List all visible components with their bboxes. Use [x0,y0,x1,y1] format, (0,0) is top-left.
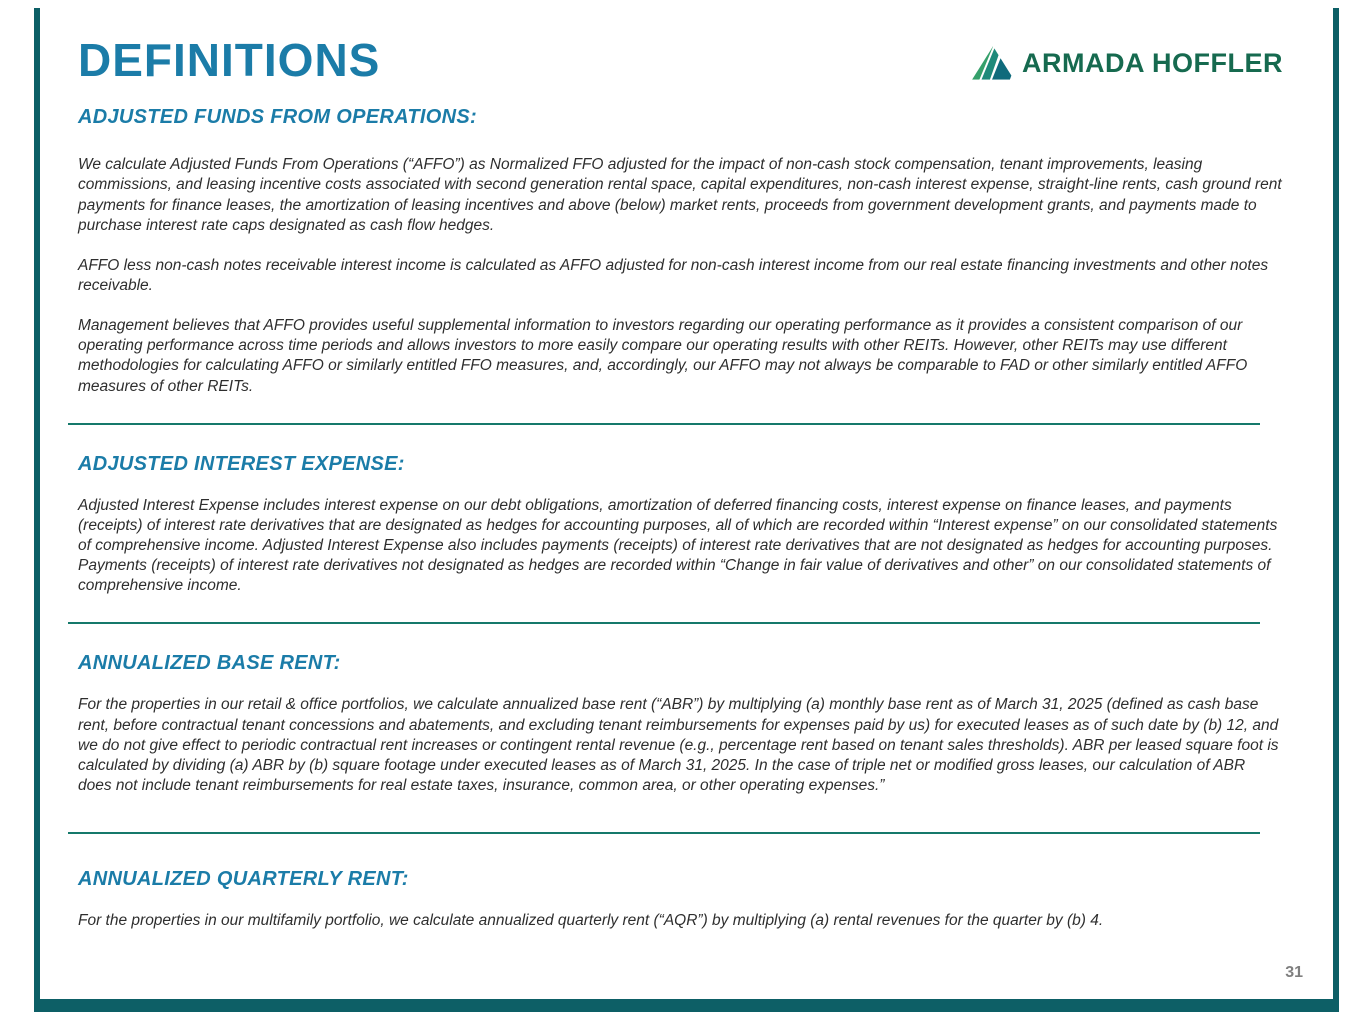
section-paragraph: Adjusted Interest Expense includes interest expense on our debt obligations, amortization of deferred financing costs, interest expense on finance leases, and payments (receipts) of interest rate derivatives that are designated as hedges for accounting purposes, all of which are recorded within “Interest expense” on our consolidated statements of comprehensive income. Adjusted Interest Expense also includes payments (receipts) of interest rate derivatives that are not designated as hedges for accounting purposes. Payments (receipts) of interest rate derivatives not designated as hedges are recorded within “Change in fair value of derivatives and other” on our consolidated statements of comprehensive income. [78,496,1278,595]
slide-content [78,36,1283,994]
page-title: DEFINITIONS [78,34,381,86]
section-adjusted-interest-expense [78,453,1283,597]
slide-header [78,36,1283,84]
section-paragraph: Management believes that AFFO provides useful supplemental information to investors regarding our operating performance as it provides a consistent comparison of our operating performance across time periods and allows investors to more easily compare our operating results with other REITs. However, other REITs may use different methodologies for calculating AFFO or similarly entitled FFO measures, and, accordingly, our AFFO may not always be comparable to FAD or other similarly entitled AFFO measures of other REITs. [78,317,1248,395]
armada-hoffler-logo [972,46,1283,80]
armada-hoffler-logo-icon [972,46,1014,80]
section-annualized-quarterly-rent [78,868,1283,931]
section-adjusted-funds-from-operations [78,106,1283,396]
section-heading: ANNUALIZED QUARTERLY RENT: [78,868,409,891]
section-divider [68,423,1260,425]
section-heading: ADJUSTED INTEREST EXPENSE: [78,452,405,475]
section-divider [68,622,1260,624]
section-heading: ANNUALIZED BASE RENT: [78,652,341,675]
section-paragraph: AFFO less non-cash notes receivable interest income is calculated as AFFO adjusted for non-cash interest income from our real estate financing investments and other notes receivable. [78,256,1269,294]
section-divider [68,832,1260,834]
section-paragraph: We calculate Adjusted Funds From Operations (“AFFO”) as Normalized FFO adjusted for the impact of non-cash stock compensation, tenant improvements, leasing commissions, and leasing incentive costs associated with second generation rental space, capital expenditures, non-cash interest expense, straight-line rents, cash ground rent payments for finance leases, the amortization of leasing incentives and above (below) market rents, proceeds from government development grants, and payments made to purchase interest rate caps designated as cash flow hedges. [78,156,1282,234]
section-annualized-base-rent [78,652,1283,796]
page-number: 31 [1285,964,1303,981]
section-paragraph: For the properties in our retail & office portfolios, we calculate annualized base rent (“ABR”) by multiplying (a) monthly base rent as of March 31, 2025 (defined as cash base rent, before contractual tenant concessions and abatements, and excluding tenant reimbursements for expenses paid by us) for executed leases as of such date by (b) 12, and we do not give effect to periodic contractual rent increases or contingent rental revenue (e.g., percentage rent based on tenant sales thresholds). ABR per leased square foot is calculated by dividing (a) ABR by (b) square footage under executed leases as of March 31, 2025. In the case of triple net or modified gross leases, our calculation of ABR does not include tenant reimbursements for real estate taxes, insurance, common area, or other operating expenses.” [78,696,1279,794]
section-paragraph: For the properties in our multifamily portfolio, we calculate annualized quarterly rent (“AQR”) by multiplying (a) rental revenues for the quarter by (b) 4. [78,912,1104,930]
armada-hoffler-logo-text: ARMADA HOFFLER [1022,47,1283,78]
section-heading: ADJUSTED FUNDS FROM OPERATIONS: [78,106,477,129]
